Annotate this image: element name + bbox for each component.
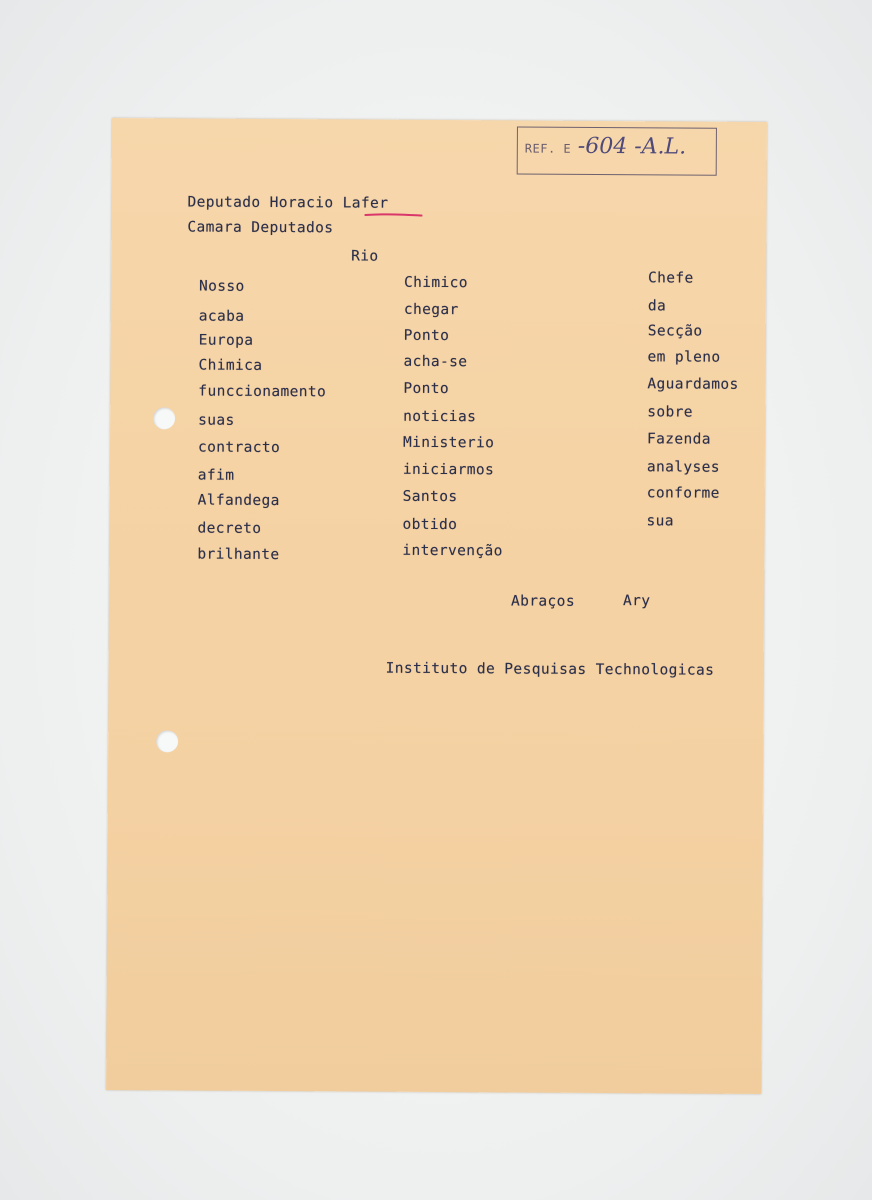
punch-hole bbox=[153, 407, 175, 429]
word: sobre bbox=[647, 404, 693, 421]
word: afim bbox=[197, 467, 235, 484]
institution-line: Camara Deputados bbox=[187, 219, 334, 237]
word: Chimica bbox=[198, 357, 263, 374]
word: Chefe bbox=[647, 270, 694, 287]
word: Ponto bbox=[403, 380, 450, 398]
word: funccionamento bbox=[198, 383, 327, 401]
recipient-line: Deputado Horacio Lafer bbox=[187, 194, 389, 212]
word: Aguardamos bbox=[647, 376, 739, 393]
word: Secção bbox=[647, 323, 703, 340]
word: intervenção bbox=[402, 542, 503, 560]
signature: Ary bbox=[623, 593, 651, 610]
closing-greeting: Abraços bbox=[511, 593, 576, 610]
word: acaba bbox=[198, 308, 245, 325]
word: Nosso bbox=[198, 278, 245, 295]
word: da bbox=[647, 298, 667, 315]
word: noticias bbox=[403, 408, 477, 426]
document-sheet bbox=[106, 118, 767, 1094]
word: Chimico bbox=[403, 274, 468, 292]
word: Alfandega bbox=[197, 492, 280, 510]
word: conforme bbox=[646, 485, 720, 502]
handwritten-underline bbox=[364, 213, 422, 217]
word: brilhante bbox=[197, 546, 280, 564]
word: contracto bbox=[197, 439, 281, 457]
word: Ponto bbox=[403, 327, 450, 345]
reference-stamp-label: REF. E bbox=[524, 141, 572, 156]
word: acha-se bbox=[403, 353, 468, 371]
word: chegar bbox=[403, 301, 459, 319]
word: suas bbox=[198, 412, 235, 429]
word: Fazenda bbox=[647, 431, 712, 448]
word: sua bbox=[646, 513, 674, 530]
word: decreto bbox=[197, 520, 262, 537]
word: Ministerio bbox=[402, 434, 495, 452]
word: analyses bbox=[646, 459, 720, 476]
reference-number: -604 -A.L. bbox=[577, 133, 687, 160]
word: Europa bbox=[198, 332, 254, 349]
sender-institution: Instituto de Pesquisas Technologicas bbox=[385, 660, 715, 679]
reference-stamp bbox=[517, 126, 717, 175]
word: iniciarmos bbox=[402, 461, 495, 479]
word: obtido bbox=[402, 516, 458, 534]
word: Santos bbox=[402, 488, 458, 506]
city-line: Rio bbox=[351, 248, 379, 265]
punch-hole bbox=[156, 730, 178, 752]
word: em pleno bbox=[647, 349, 721, 366]
